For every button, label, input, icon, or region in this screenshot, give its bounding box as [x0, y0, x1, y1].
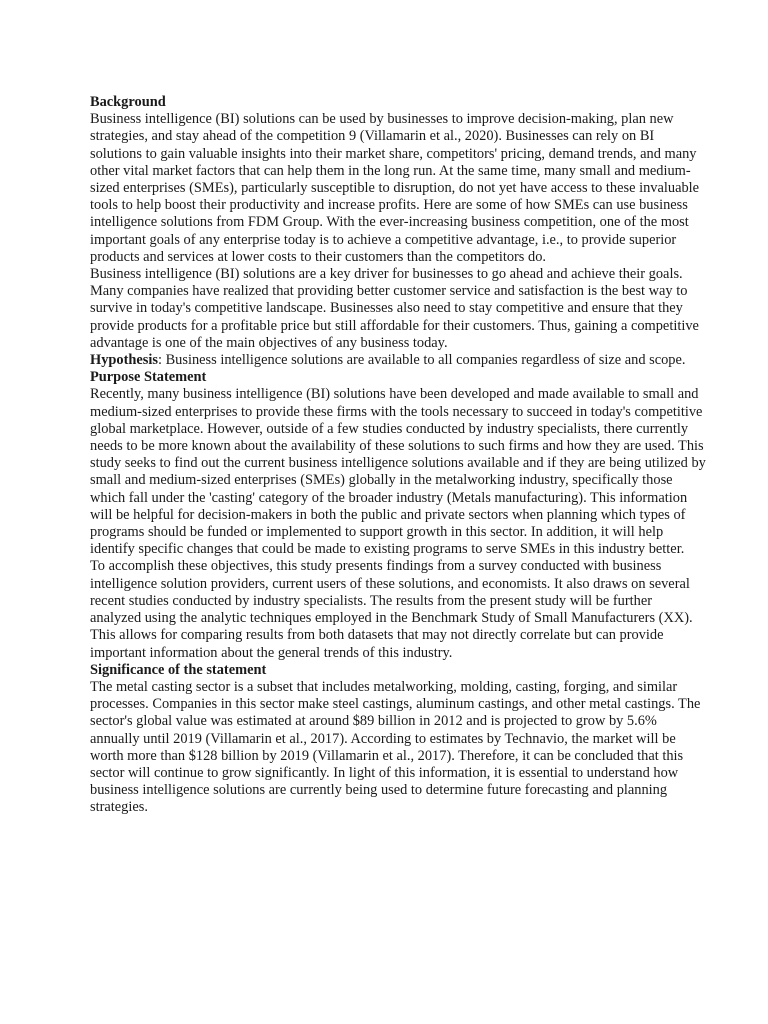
- hypothesis-paragraph: [90, 352, 706, 369]
- hypothesis-label: Hypothesis: [90, 352, 158, 369]
- significance-paragraph: The metal casting sector is a subset that includes metalworking, molding, casting, forging, and similar processes. Companies in this sector make steel castings, aluminum castings, and other metal castings. The sector's global value was estimated at around $89 billion in 2012 and is projected to grow by 5.6% annually until 2019 (Villamarin et al., 2017). According to estimates by Technavio, the market will be worth more than $128 billion by 2019 (Villamarin et al., 2017). Therefore, it can be concluded that this sector will continue to grow significantly. In light of this information, it is essential to understand how business intelligence solutions are currently being used to determine future forecasting and planning strategies.: [90, 678, 701, 816]
- significance-heading: Significance of the statement: [90, 661, 267, 678]
- purpose-paragraph-2: To accomplish these objectives, this study presents findings from a survey conducted with business intelligence solution providers, current users of these solutions, and economists. It also draws on several recent studies conducted by industry specialists. The results from the present study will be further analyzed using the analytic techniques employed in the Benchmark Study of Small Manufacturers (XX). This allows for comparing results from both datasets that may not directly correlate but can provide important information about the general trends of this industry.: [90, 558, 693, 661]
- background-paragraph-1: Business intelligence (BI) solutions can be used by businesses to improve decision-making, plan new strategies, and stay ahead of the competition 9 (Villamarin et al., 2020). Businesses can rely on BI solutions to gain valuable insights into their market share, competitors' pricing, demand trends, and many other vital market factors that can help them in the long run. At the same time, many small and medium-sized enterprises (SMEs), particularly susceptible to disruption, do not yet have access to these invaluable tools to help boost their productivity and increase profits. Here are some of how SMEs can use business intelligence solutions from FDM Group. With the ever-increasing business competition, one of the most important goals of any enterprise today is to achieve a competitive advantage, i.e., to provide superior products and services at lower costs to their customers than the competitors do.: [90, 111, 700, 265]
- purpose-paragraph-1: Recently, many business intelligence (BI) solutions have been developed and made available to small and medium-sized enterprises to provide these firms with the tools necessary to succeed in today's competitive global marketplace. However, outside of a few studies conducted by industry specialists, there currently needs to be more known about the availability of these solutions to such firms and how they are used. This study seeks to find out the current business intelligence solutions available and if they are being utilized by small and medium-sized enterprises (SMEs) globally in the metalworking industry, specifically those which fall under the 'casting' category of the broader industry (Metals manufacturing). This information will be helpful for decision-makers in both the public and private sectors when planning which types of programs should be funded or implemented to support growth in this sector. In addition, it will help identify specific changes that could be made to existing programs to serve SMEs in this industry better.: [90, 386, 706, 558]
- hypothesis-text: : Business intelligence solutions are available to all companies regardless of size and scope.: [157, 352, 686, 369]
- background-paragraph-2: Business intelligence (BI) solutions are a key driver for businesses to go ahead and achieve their goals. Many companies have realized that providing better customer service and satisfaction is the best way to survive in today's competitive landscape. Businesses also need to stay competitive and ensure that they provide products for a profitable price but still affordable for their customers. Thus, gaining a competitive advantage is one of the main objectives of any business today.: [90, 266, 699, 351]
- document-page: [90, 94, 706, 817]
- background-heading: Background: [90, 94, 166, 110]
- purpose-heading: Purpose Statement: [90, 369, 207, 386]
